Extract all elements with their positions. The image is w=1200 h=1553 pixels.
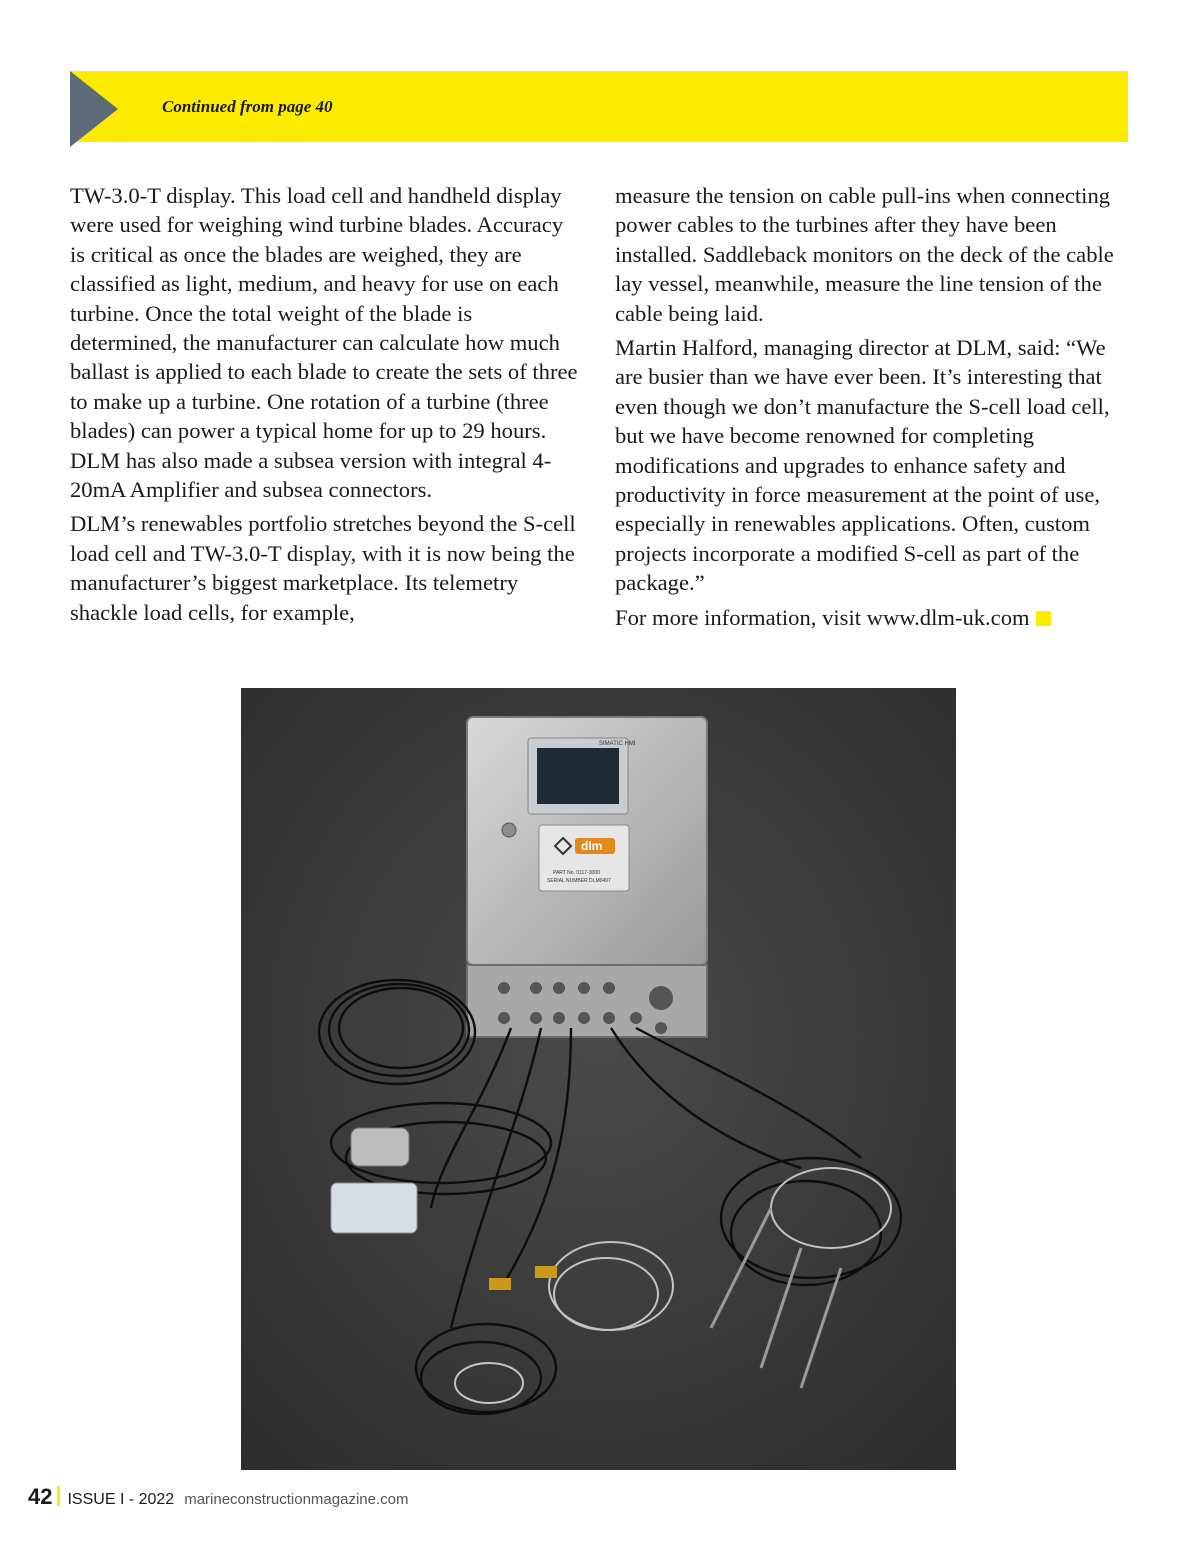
paragraph: DLM’s renewables portfolio stretches beyond the S-cell load cell and TW-3.0-T display, with it is now being the manufacturer’s biggest marketplace. Its telemetry shackle load cells, for example,	[70, 511, 576, 625]
nameplate-part: PART No. 0117-3000	[553, 870, 600, 876]
paragraph: measure the tension on cable pull-ins when connecting power cables to the turbines after they have been installed. Saddleback monitors on the deck of the cable lay vessel, meanwhile, measure the line tension of the cable being laid.	[615, 183, 1114, 326]
junction-box	[331, 1183, 417, 1233]
article-right-column	[615, 181, 1135, 637]
continued-note: Continued from page 40	[162, 97, 333, 116]
chevron-icon	[70, 71, 118, 147]
website-url: marineconstructionmagazine.com	[184, 1491, 409, 1508]
keyswitch	[502, 823, 516, 837]
s-load-cell	[351, 1128, 409, 1166]
paragraph: TW-3.0-T display. This load cell and handheld display were used for weighing wind turbine blades. Accuracy is critical as once the blades are weighed, they are classified as light, medium, and heavy for use on each turbine. Once the total weight of the blade is determined, the manufacturer can calculate how much ballast is applied to each blade to create the sets of three to make up a turbine. One rotation of a turbine (three blades) can power a typical home for up to 29 hours. DLM has also made a subsea version with integral 4-20mA Amplifier and subsea connectors.	[70, 183, 578, 503]
nameplate-serial: SERIAL NUMBER DLM0497	[547, 878, 611, 884]
nameplate-brand: dlm	[581, 839, 603, 853]
end-mark-icon	[1036, 611, 1051, 626]
footer-divider	[57, 1486, 60, 1506]
header-banner	[70, 71, 1128, 142]
issue-label: ISSUE I - 2022	[67, 1491, 175, 1508]
equipment-photo	[241, 688, 956, 1470]
paragraph-more-info	[615, 603, 1135, 632]
page-number: 42	[28, 1484, 53, 1509]
article-left-column	[70, 181, 582, 632]
hmi-screen	[537, 748, 619, 804]
article-photo	[241, 688, 956, 1470]
hmi-label: SIMATIC HMI	[599, 741, 636, 747]
page-footer	[28, 1484, 408, 1514]
paragraph: Martin Halford, managing director at DLM, said: “We are busier than we have ever been. It’s interesting that even though we don’t manufacture the S-cell load cell, but we have become renowned for completing modifications and upgrades to enhance safety and productivity in force measurement at the point of use, especially in renewables applications. Often, custom projects incorporate a modified S-cell as part of the package.”	[615, 335, 1110, 596]
more-info-text: For more information, visit www.dlm-uk.com	[615, 604, 1030, 630]
